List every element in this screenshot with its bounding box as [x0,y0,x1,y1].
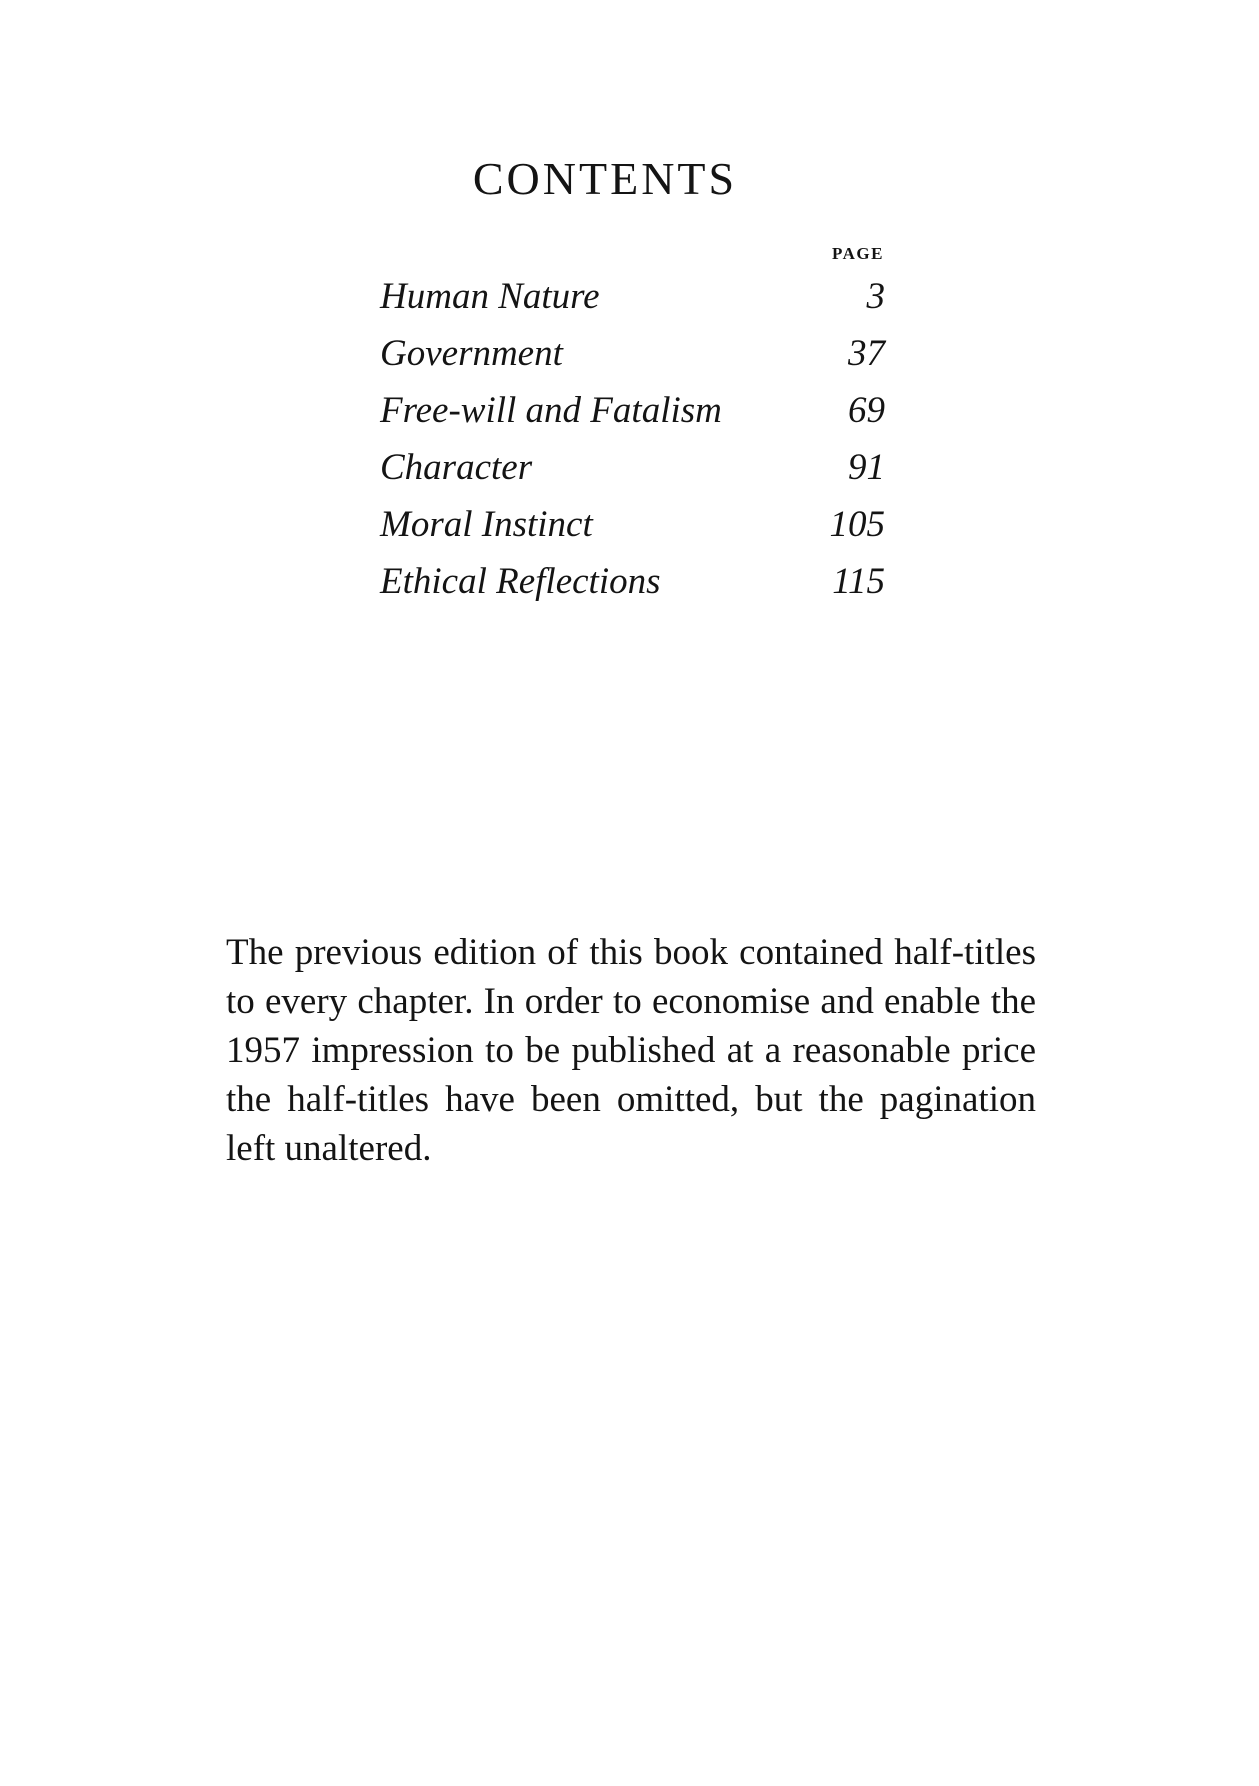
toc-entry-title: Government [380,333,563,374]
edition-note: The previous edition of this book contained half-titles to every chapter. In order to economise and enable the 1957 impression to be published at a reasonable price the half-titles have been omitted, but the pagination left unaltered. [226,932,1036,1169]
toc-entry-page: 37 [848,333,885,374]
toc-entry [380,325,885,382]
toc-entry [380,496,885,553]
toc-entry-page: 115 [832,561,885,602]
toc-entry [380,268,885,325]
contents-heading: CONTENTS [472,153,738,204]
toc-entry [380,382,885,439]
toc-entry [380,439,885,496]
toc-entry [380,553,885,610]
toc-entry-title: Free-will and Fatalism [380,390,722,431]
table-of-contents [380,268,885,610]
page-column-label: PAGE [832,244,884,263]
toc-entry-title: Human Nature [380,276,600,317]
toc-entry-page: 69 [848,390,885,431]
toc-entry-title: Moral Instinct [380,504,593,545]
toc-entry-page: 105 [829,504,885,545]
toc-entry-page: 91 [848,447,885,488]
toc-entry-title: Ethical Reflections [380,561,661,602]
toc-entry-title: Character [380,447,533,488]
toc-entry-page: 3 [866,276,885,317]
